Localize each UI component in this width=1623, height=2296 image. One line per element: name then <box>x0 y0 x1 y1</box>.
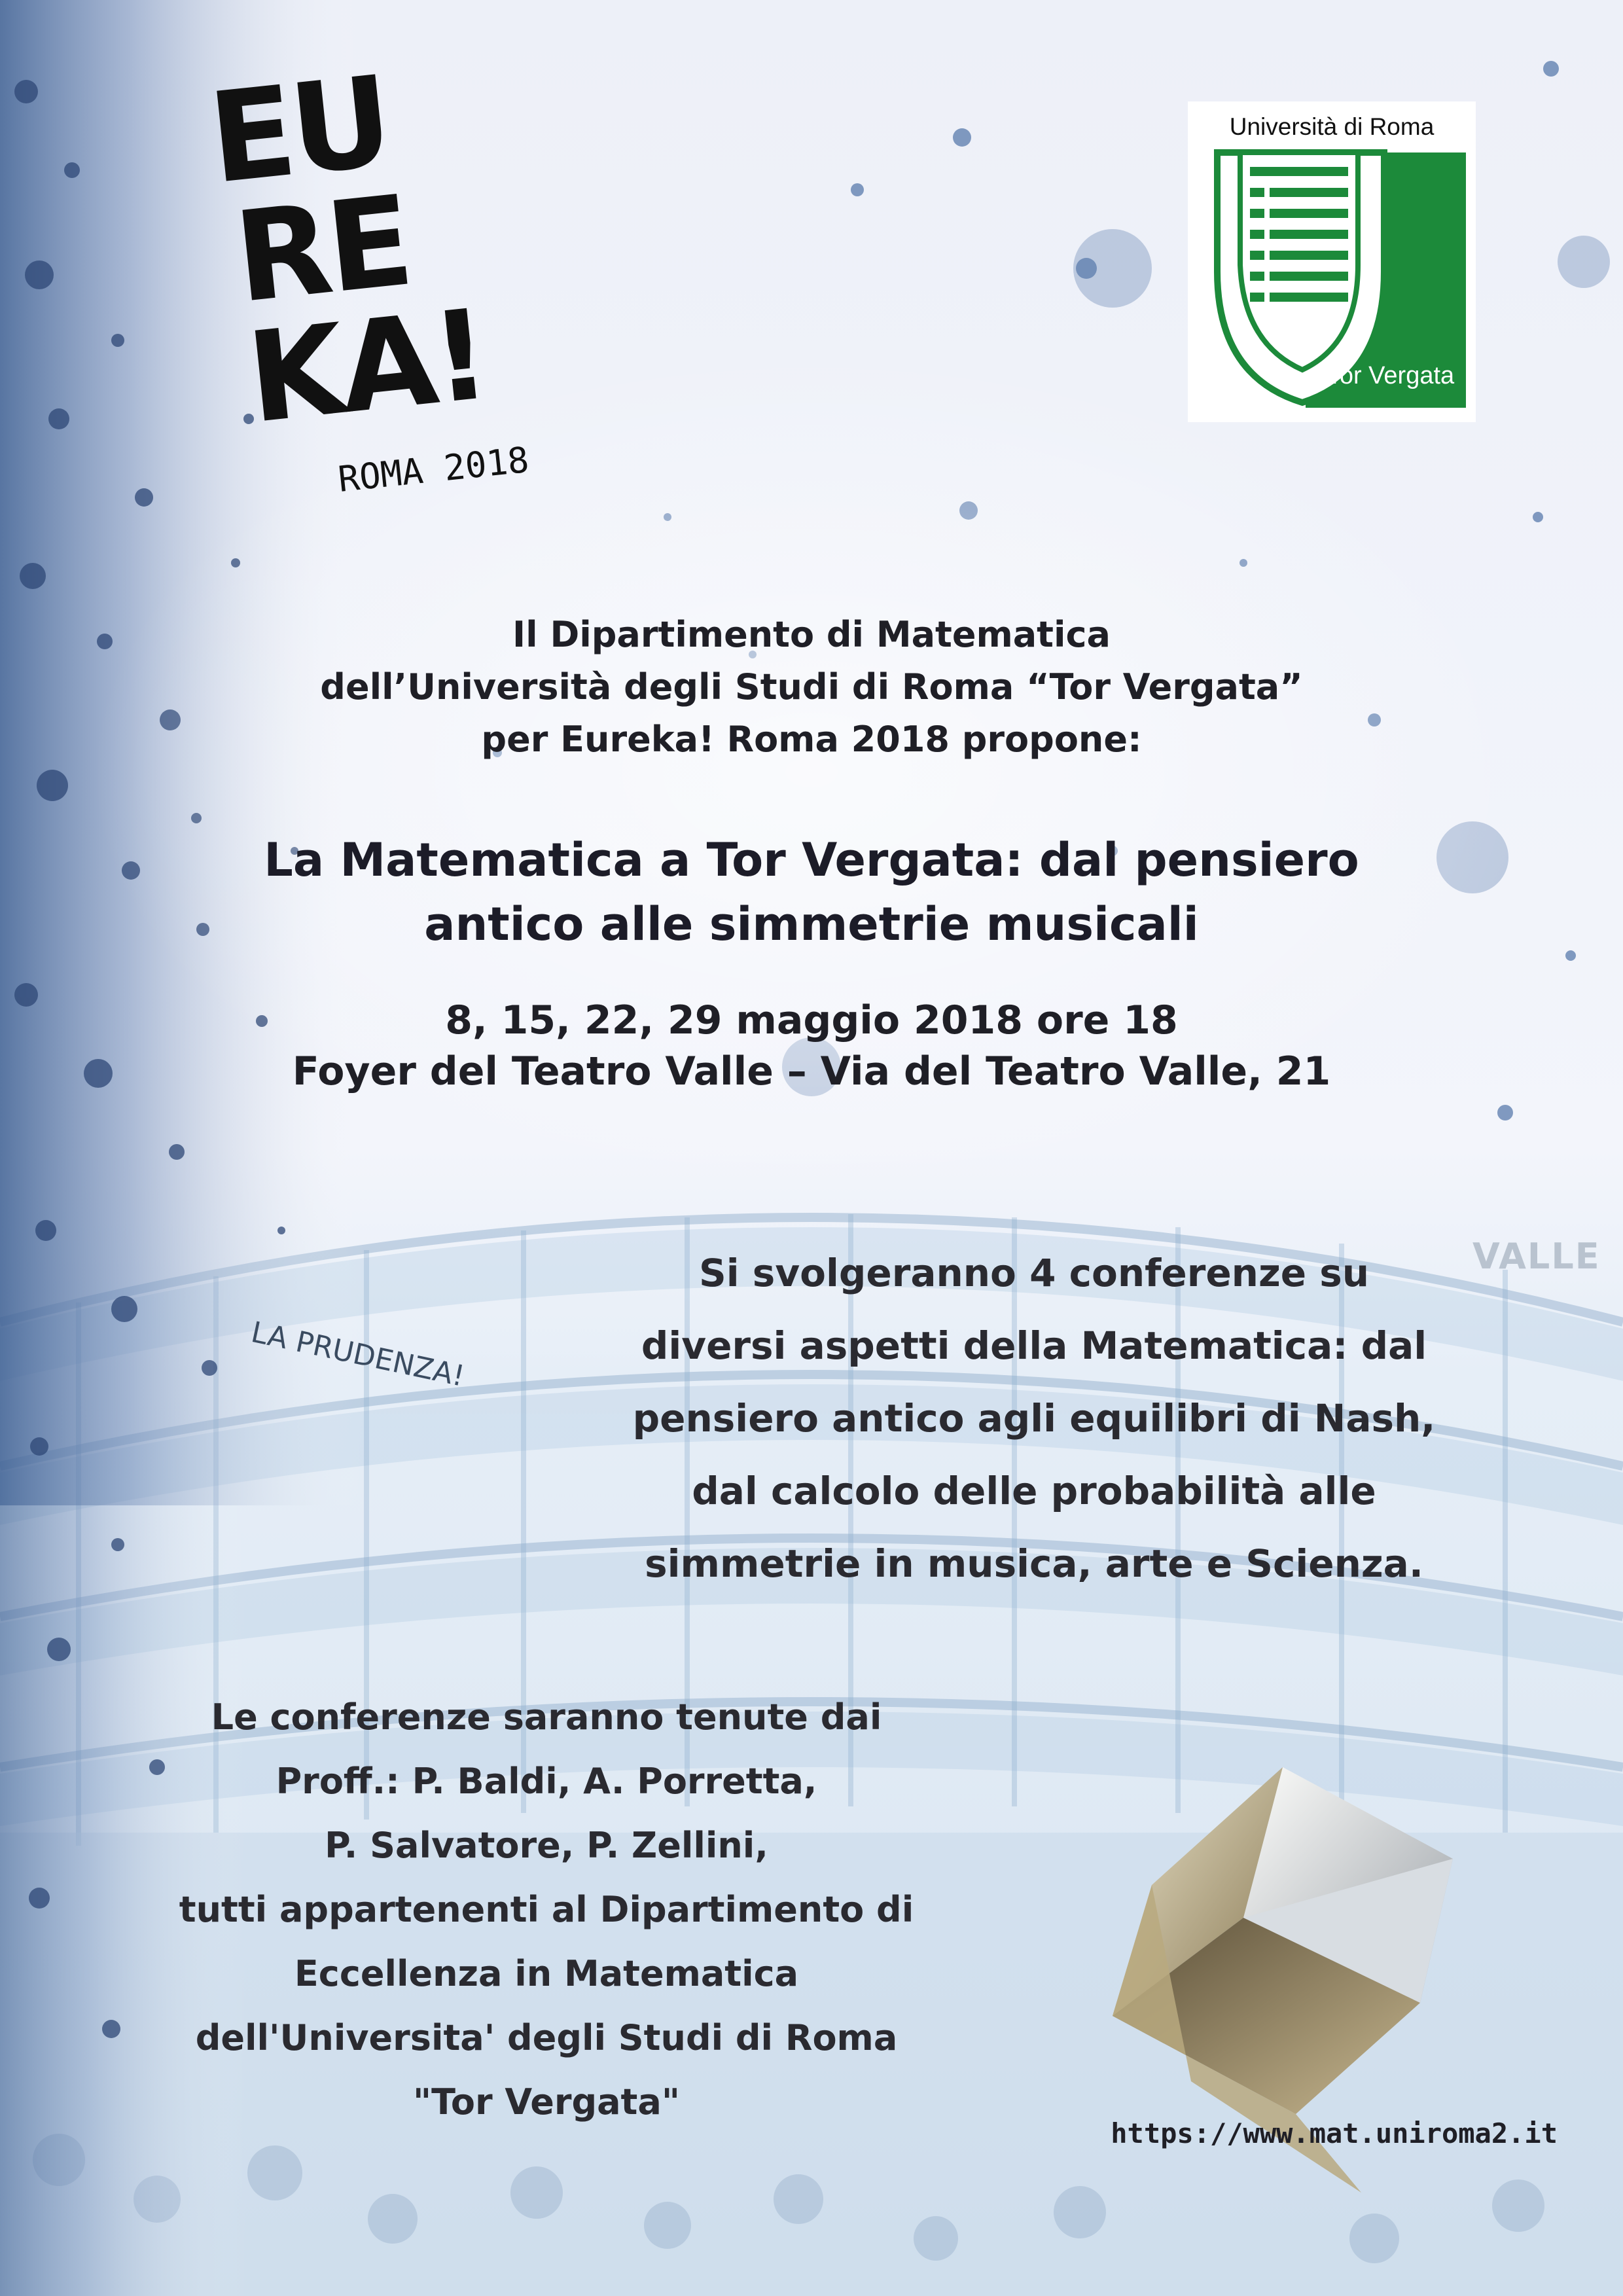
protest-banner: LA PRUDENZA! <box>248 1316 468 1393</box>
speakers-line: Proff.: P. Baldi, A. Porretta, <box>276 1761 817 1802</box>
eureka-logo-line: KA! <box>241 282 493 452</box>
speakers-line: Le conferenze saranno tenute dai <box>211 1696 882 1738</box>
event-schedule <box>0 995 1623 1097</box>
description-line: simmetrie in musica, arte e Scienza. <box>645 1541 1423 1586</box>
speakers-line: dell'Universita' degli Studi di Roma <box>195 2017 898 2058</box>
event-venue: Foyer del Teatro Valle – Via del Teatro Valle, 21 <box>292 1049 1331 1094</box>
event-dates: 8, 15, 22, 29 maggio 2018 ore 18 <box>445 997 1178 1043</box>
speakers-line: tutti appartenenti al Dipartimento di <box>179 1889 914 1930</box>
event-title-line: antico alle simmetrie musicali <box>424 897 1199 951</box>
event-title-line: La Matematica a Tor Vergata: dal pensiero <box>264 833 1359 887</box>
website-link[interactable]: https://www.mat.uniroma2.it <box>1111 2117 1558 2149</box>
description-line: pensiero antico agli equilibri di Nash, <box>632 1396 1436 1441</box>
intro-block <box>0 609 1623 766</box>
eureka-logo-subtitle: ROMA 2018 <box>336 439 531 500</box>
speakers-line: Eccellenza in Matematica <box>294 1953 799 1994</box>
speakers-block <box>105 1685 988 2134</box>
valle-sign: VALLE <box>1472 1236 1601 1277</box>
description-line: dal calcolo delle probabilità alle <box>692 1469 1376 1513</box>
speakers-line: "Tor Vergata" <box>413 2081 680 2123</box>
university-logo <box>1188 101 1476 422</box>
eureka-logo <box>191 41 607 574</box>
description-line: Si svolgeranno 4 conferenze su <box>698 1251 1370 1295</box>
description-block <box>537 1237 1531 1600</box>
eureka-logo-line: RE <box>228 168 416 331</box>
event-title <box>0 828 1623 956</box>
intro-line: dell’Università degli Studi di Roma “Tor Vergata” <box>320 666 1303 708</box>
university-title: Università di Roma <box>1229 113 1435 140</box>
eureka-logo-line: EU <box>203 48 395 212</box>
speakers-line: P. Salvatore, P. Zellini, <box>325 1825 768 1866</box>
description-line: diversi aspetti della Matematica: dal <box>641 1323 1427 1368</box>
intro-line: Il Dipartimento di Matematica <box>512 614 1111 655</box>
university-subtitle: Tor Vergata <box>1327 362 1455 389</box>
intro-line: per Eureka! Roma 2018 propone: <box>481 719 1142 760</box>
